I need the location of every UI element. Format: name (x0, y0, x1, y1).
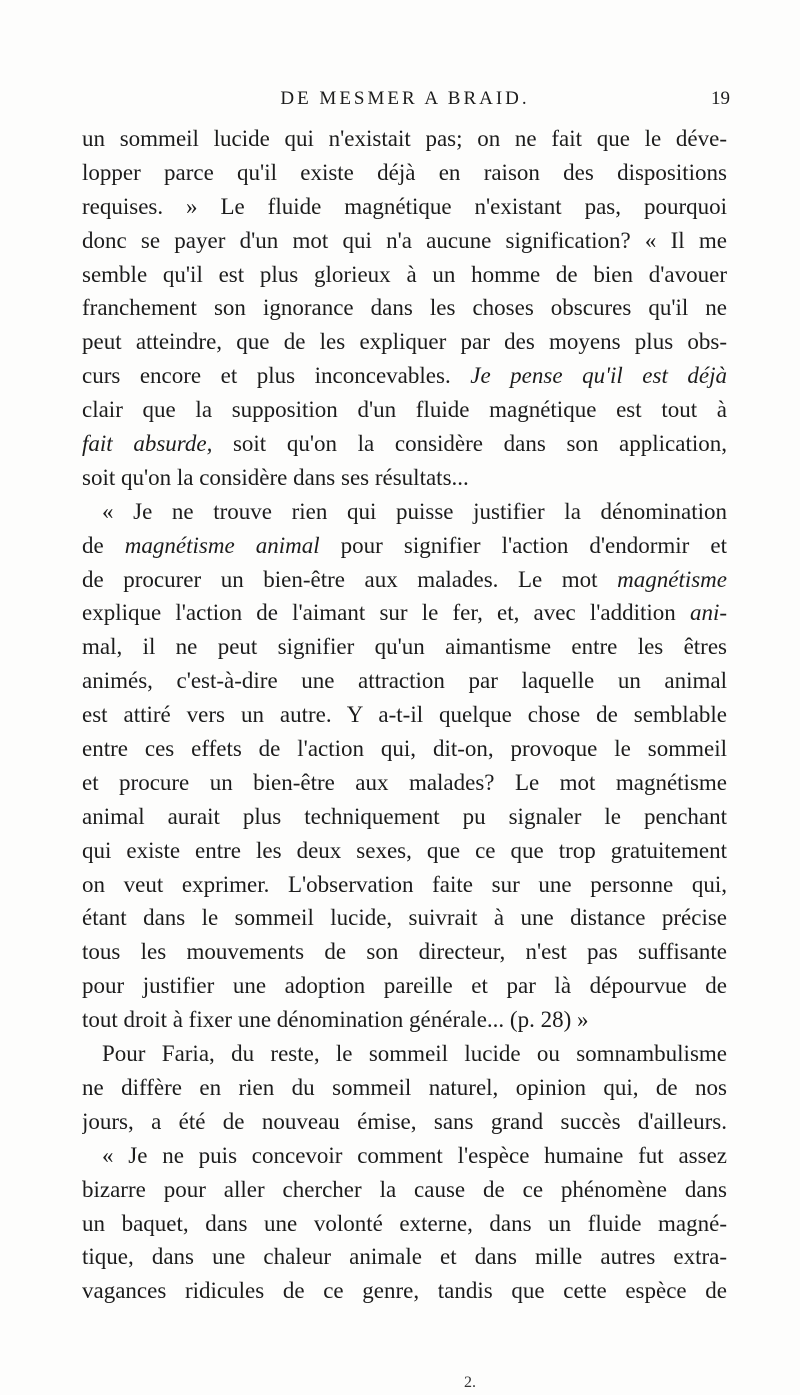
text-line: soit qu'on la considère dans ses résultats... (82, 464, 469, 490)
text-line: entre ces effets de l'action qui, dit-on, provoque le sommeil (82, 736, 727, 762)
text-line: donc se payer d'un mot qui n'a aucune signification? « Il me (82, 227, 727, 253)
running-title: DE MESMER A BRAID. (280, 88, 530, 109)
text-line: semble qu'il est plus glorieux à un homme de bien d'avouer (82, 261, 727, 287)
text-line: tique, dans une chaleur animale et dans mille autres extra- (82, 1244, 727, 1270)
italic-span: ani- (689, 600, 727, 626)
text-line: peut atteindre, que de les expliquer par des moyens plus obs- (82, 329, 727, 355)
italic-span: magnétisme animal (124, 532, 320, 558)
italic-span: fait absurde, (82, 431, 233, 457)
page-number: 19 (711, 88, 730, 109)
text-line: animal aurait plus techniquement pu signaler le penchant (82, 803, 727, 829)
text-span: explique l'action de l'aimant sur le fer, et, avec l'addition (82, 600, 690, 626)
text-line: vagances ridicules de ce genre, tandis que cette espèce de (82, 1278, 727, 1304)
text-span: curs encore et plus inconcevables. (82, 363, 471, 389)
text-line: requises. » Le fluide magnétique n'existant pas, pourquoi (82, 193, 727, 219)
text-line (82, 596, 727, 630)
text-line: pour justifier une adoption pareille et par là dépourvue de (82, 973, 727, 999)
text-line: et procure un bien-être aux malades? Le mot magnétisme (82, 769, 727, 795)
italic-span: Je pense qu'il est déjà (470, 363, 727, 389)
text-line: jours, a été de nouveau émise, sans grand succès d'ailleurs. (82, 1108, 727, 1134)
text-span: soit qu'on la considère dans son application, (232, 431, 727, 457)
text-span: de procurer un bien-être aux malades. Le mot (82, 566, 618, 592)
text-line: franchement son ignorance dans les choses obscures qu'il ne (82, 295, 727, 321)
text-line (82, 563, 727, 597)
text-line (82, 427, 727, 461)
text-span: pour signifier l'action d'endormir et (319, 532, 727, 558)
body-text (82, 122, 727, 1308)
text-line: clair que la supposition d'un fluide magnétique est tout à (82, 397, 727, 423)
text-line: est attiré vers un autre. Y a-t-il quelque chose de semblable (82, 702, 727, 728)
text-line: « Je ne trouve rien qui puisse justifier la dénomination (102, 498, 727, 524)
signature-mark: 2. (464, 1374, 476, 1391)
text-line: tous les mouvements de son directeur, n'est pas suffisante (82, 939, 727, 965)
text-line: on veut exprimer. L'observation faite sur une personne qui, (82, 871, 727, 897)
text-line: animés, c'est-à-dire une attraction par laquelle un animal (82, 668, 727, 694)
text-line: mal, il ne peut signifier qu'un aimantisme entre les êtres (82, 634, 727, 660)
text-line: Pour Faria, du reste, le sommeil lucide ou somnambulisme (102, 1041, 727, 1067)
text-line: un sommeil lucide qui n'existait pas; on ne fait que le déve- (82, 126, 727, 151)
text-line: étant dans le sommeil lucide, suivrait à une distance précise (82, 905, 727, 931)
text-line (82, 529, 727, 563)
text-span: de (82, 532, 125, 558)
text-line (82, 359, 727, 393)
text-line: tout droit à fixer une dénomination générale... (p. 28) » (82, 1007, 589, 1033)
text-line: un baquet, dans une volonté externe, dans un fluide magné- (82, 1210, 727, 1236)
text-line: qui existe entre les deux sexes, que ce que trop gratuitement (82, 837, 727, 863)
text-line: « Je ne puis concevoir comment l'espèce humaine fut assez (102, 1142, 727, 1168)
running-head (0, 88, 800, 112)
text-line: ne diffère en rien du sommeil naturel, opinion qui, de nos (82, 1074, 727, 1100)
text-line: lopper parce qu'il existe déjà en raison des dispositions (82, 159, 727, 185)
italic-span: magnétisme (617, 566, 727, 592)
text-line: bizarre pour aller chercher la cause de ce phénomène dans (82, 1176, 727, 1202)
